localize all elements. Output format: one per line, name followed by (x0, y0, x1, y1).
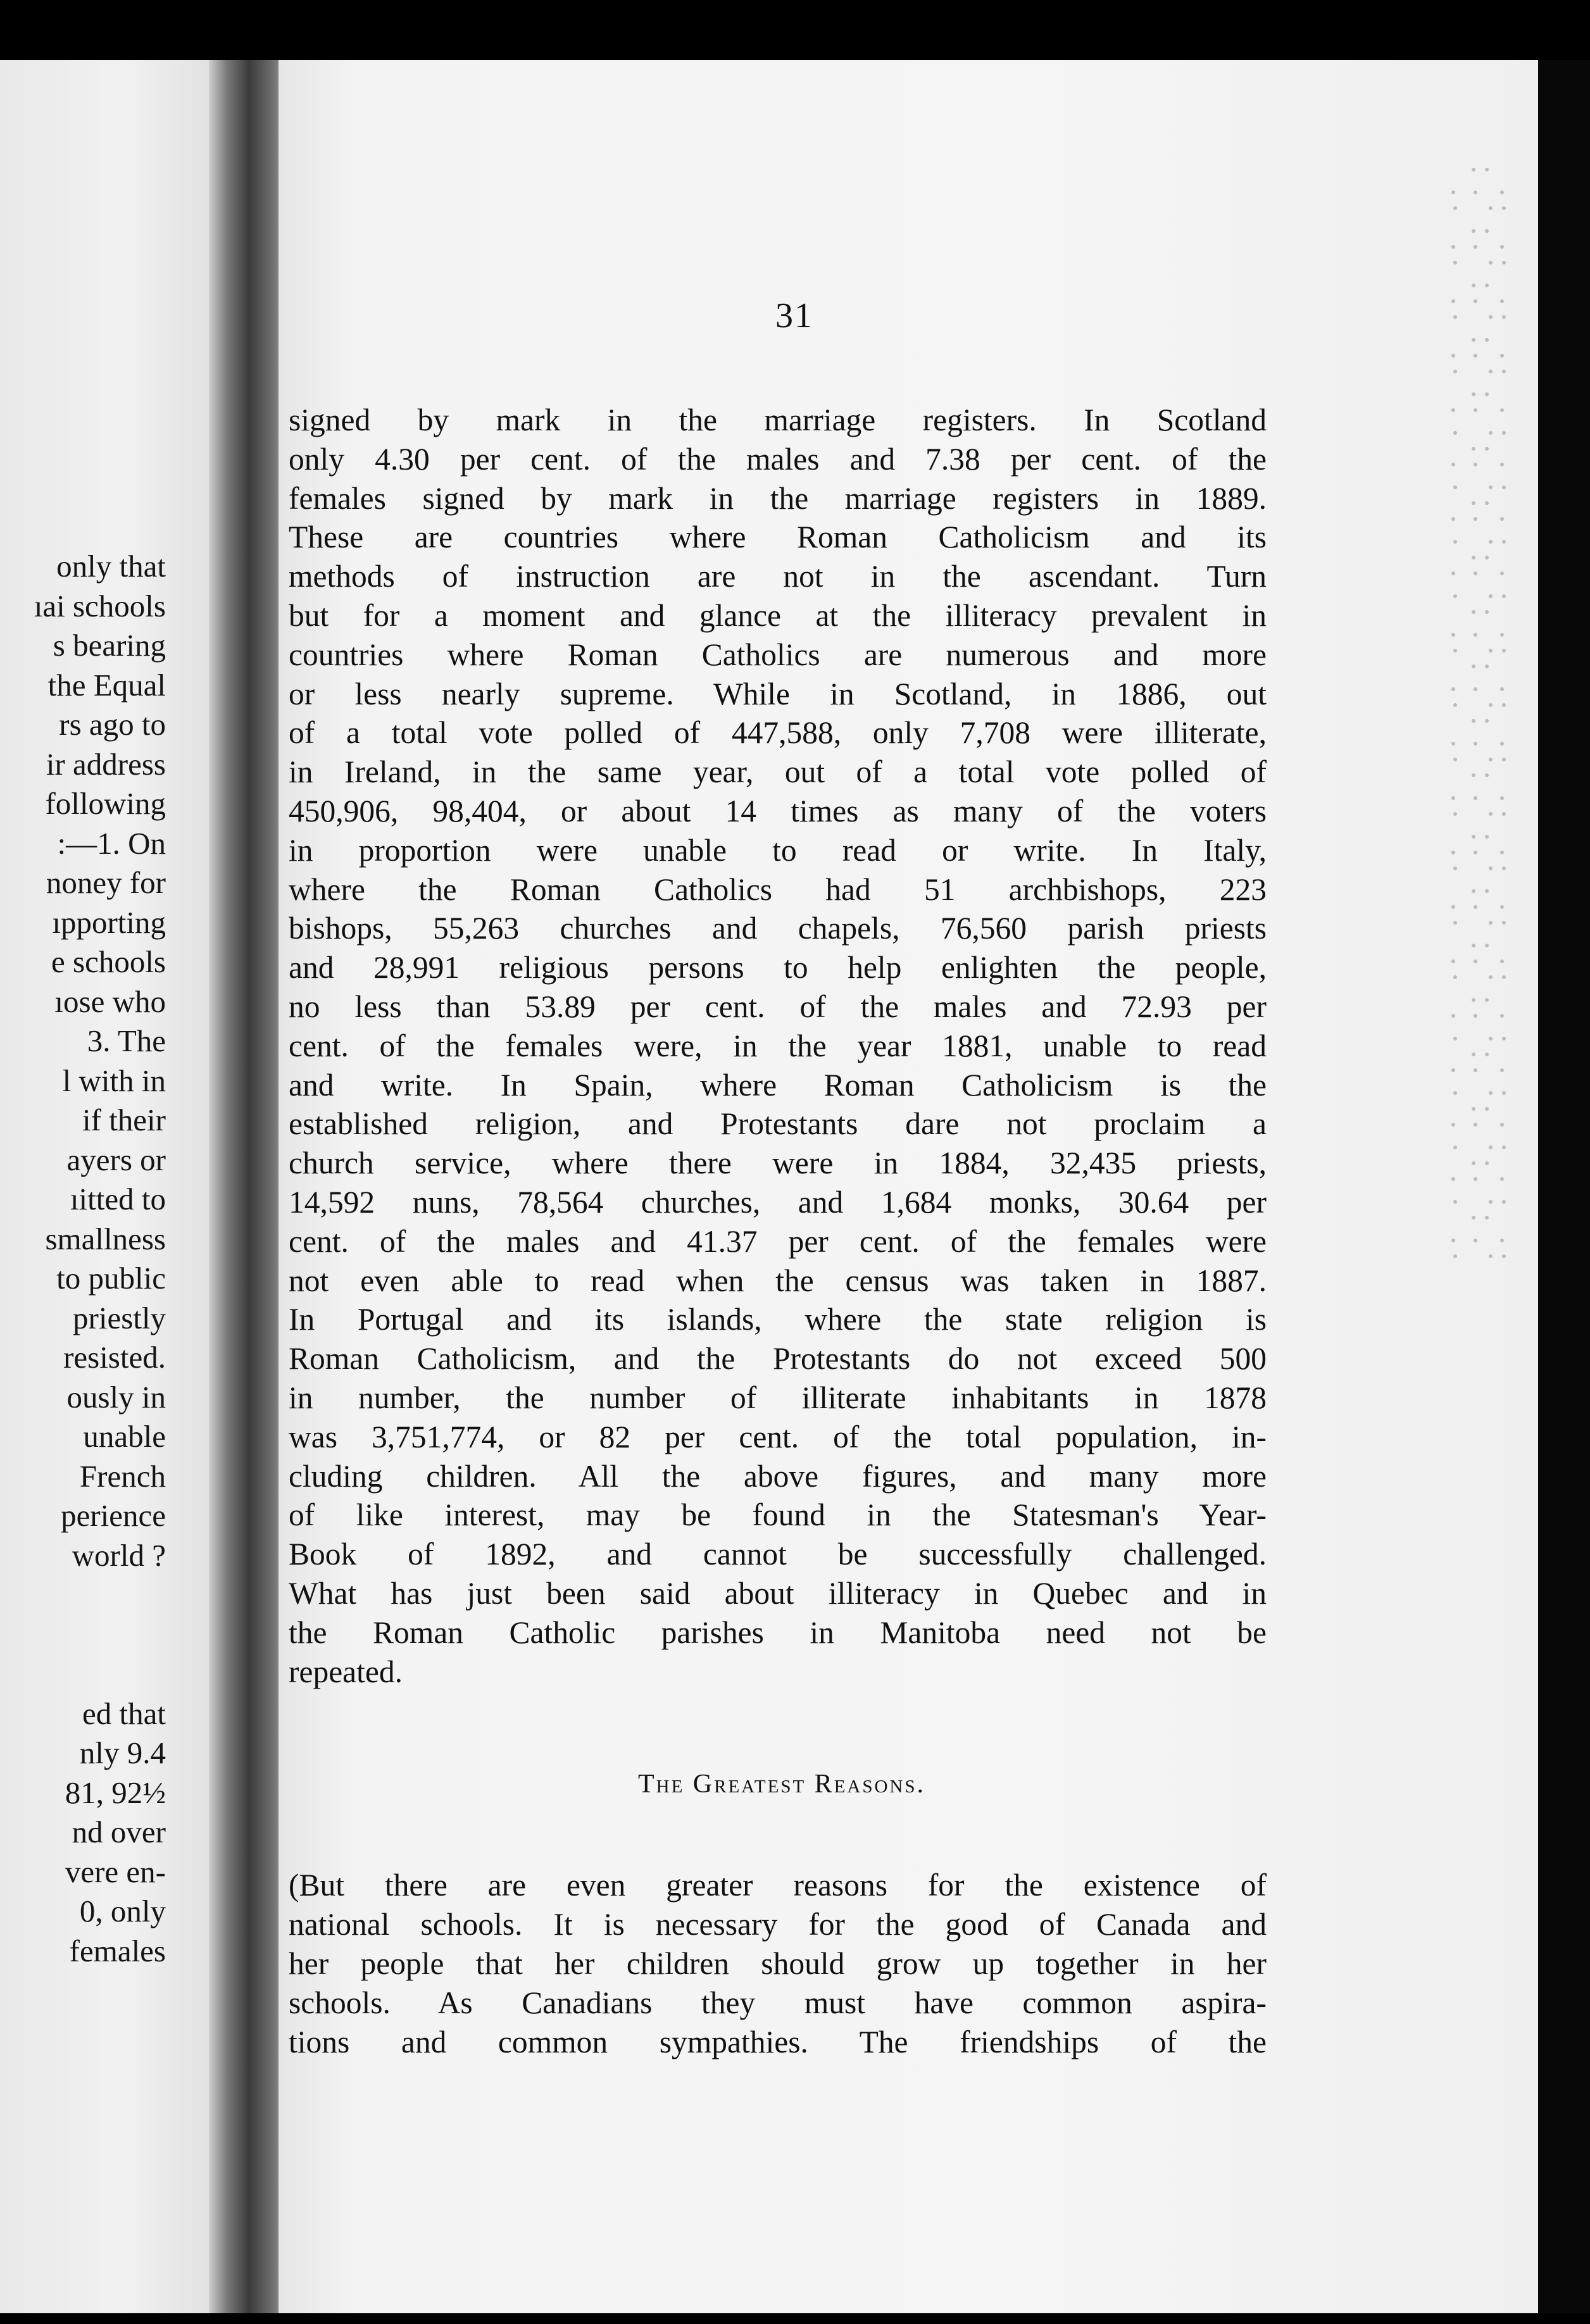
bleed-through-speck (1451, 1177, 1455, 1181)
bleed-through-speck (1500, 851, 1504, 854)
bleed-through-speck (1489, 540, 1493, 544)
left-page-line: only that (56, 549, 166, 584)
bleed-through-speck (1472, 773, 1475, 777)
bleed-through-speck (1500, 742, 1504, 746)
text-line: and 28,991 religious persons to help enlighten the people, (289, 950, 1267, 985)
bleed-through-speck (1472, 1161, 1475, 1165)
left-page-line: ıai schools (34, 588, 166, 623)
text-line: of a total vote polled of 447,588, only 7,708 were illiterate, (289, 715, 1267, 751)
bleed-through-speck (1502, 261, 1506, 265)
bleed-through-speck (1485, 773, 1489, 777)
bleed-through-speck (1453, 370, 1457, 373)
bleed-through-speck (1472, 501, 1475, 505)
left-page-line: priestly (73, 1300, 166, 1335)
bleed-through-speck (1489, 485, 1493, 489)
bleed-through-speck (1451, 1123, 1455, 1127)
bleed-through-speck (1451, 633, 1455, 637)
bleed-through-speck (1485, 944, 1489, 947)
left-page-line: rs ago to (59, 707, 166, 742)
text-line: cent. of the females were, in the year 1881, unable to read (289, 1028, 1267, 1063)
bleed-through-speck (1474, 796, 1477, 800)
bleed-through-speck (1500, 1239, 1504, 1242)
bleed-through-speck (1502, 975, 1506, 979)
bleed-through-speck (1474, 354, 1477, 358)
bleed-through-speck (1502, 649, 1506, 653)
bleed-through-speck (1451, 796, 1455, 800)
bleed-through-speck (1489, 703, 1493, 707)
left-page-line: nly 9.4 (79, 1735, 166, 1770)
bleed-through-speck (1485, 719, 1489, 723)
bleed-through-speck (1502, 921, 1506, 925)
left-page-line: nd over (72, 1815, 166, 1849)
text-line: in proportion were unable to read or write. In Italy, (289, 832, 1267, 868)
bleed-through-speck (1500, 245, 1504, 249)
text-line: In Portugal and its islands, where the state religion is (289, 1302, 1267, 1337)
bleed-through-speck (1489, 1037, 1493, 1040)
bleed-through-speck (1451, 245, 1455, 249)
bleed-through-speck (1472, 447, 1475, 451)
body-paragraph (289, 401, 1267, 1691)
bleed-through-speck (1453, 594, 1457, 598)
bleed-through-speck (1485, 447, 1489, 451)
left-page-line: e schools (51, 944, 166, 979)
bleed-through-speck (1502, 315, 1506, 319)
bleed-through-speck (1472, 998, 1475, 1002)
text-line: signed by mark in the marriage registers. In Scotland (289, 403, 1267, 437)
left-page-line: if their (82, 1103, 166, 1137)
bleed-through-speck (1472, 665, 1475, 668)
main-page (279, 60, 1538, 2313)
bleed-through-speck (1474, 905, 1477, 909)
text-line: bishops, 55,263 churches and chapels, 76,560 parish priests (289, 911, 1267, 946)
bleed-through-speck (1489, 649, 1493, 653)
bleed-through-speck (1472, 338, 1475, 342)
left-page-line: 81, 92½ (65, 1775, 166, 1810)
bleed-through-speck (1500, 517, 1504, 521)
text-line: (But there are even greater reasons for the existence of (289, 1868, 1267, 1902)
bleed-through-speck (1451, 354, 1455, 358)
bleed-through-speck (1474, 408, 1477, 412)
text-line: or less nearly supreme. While in Scotland, in 1886, out (289, 676, 1267, 711)
bleed-through-speck (1453, 758, 1457, 761)
bleed-through-speck (1485, 665, 1489, 668)
left-page-line: perience (61, 1498, 166, 1533)
bleed-through-speck (1502, 594, 1506, 598)
bleed-through-speck (1453, 431, 1457, 435)
text-line: 14,592 nuns, 78,564 churches, and 1,684 monks, 30.64 per (289, 1184, 1267, 1220)
bleed-through-speck (1472, 835, 1475, 839)
bleed-through-speck (1489, 431, 1493, 435)
left-page-line: 0, only (79, 1894, 166, 1928)
text-line: methods of instruction are not in the ascendant. Turn (289, 559, 1267, 594)
text-line: These are countries where Roman Catholicism and its (289, 520, 1267, 555)
bleed-through-speck (1485, 168, 1489, 172)
bleed-through-speck (1500, 408, 1504, 412)
bleed-through-speck (1451, 905, 1455, 909)
left-page-line: resisted. (63, 1340, 166, 1375)
bleed-through-speck (1489, 758, 1493, 761)
bleed-through-speck (1502, 758, 1506, 761)
bleed-through-speck (1485, 501, 1489, 505)
left-page-line: l with in (62, 1063, 166, 1098)
bleed-through-speck (1502, 812, 1506, 816)
bleed-through-speck (1474, 299, 1477, 303)
bleed-through-speck (1489, 1146, 1493, 1149)
text-line: where the Roman Catholics had 51 archbishops, 223 (289, 872, 1267, 907)
bleed-through-speck (1472, 392, 1475, 396)
text-line: females signed by mark in the marriage registers in 1889. (289, 480, 1267, 516)
bleed-through-speck (1451, 851, 1455, 854)
bleed-through-speck (1451, 572, 1455, 575)
bleed-through-speck (1451, 191, 1455, 194)
bleed-through-speck (1474, 191, 1477, 194)
text-line: was 3,751,774, or 82 per cent. of the total population, in- (289, 1419, 1267, 1454)
bleed-through-speck (1485, 610, 1489, 614)
left-page-line: French (79, 1458, 166, 1494)
text-line: tions and common sympathies. The friendships of the (289, 2025, 1267, 2059)
bleed-through-speck (1451, 517, 1455, 521)
bleed-through-speck (1485, 998, 1489, 1002)
bleed-through-speck (1500, 905, 1504, 909)
bleed-through-speck (1500, 463, 1504, 466)
bleed-through-speck (1500, 1068, 1504, 1072)
left-page-line: ously in (66, 1379, 166, 1415)
bleed-through-speck (1474, 633, 1477, 637)
bleed-through-speck (1485, 284, 1489, 287)
bleed-through-speck (1485, 1053, 1489, 1056)
text-line: but for a moment and glance at the illiteracy prevalent in (289, 597, 1267, 633)
bleed-through-speck (1453, 1200, 1457, 1204)
bleed-through-speck (1453, 1037, 1457, 1040)
bleed-through-speck (1474, 1239, 1477, 1242)
bleed-through-speck (1474, 959, 1477, 963)
bleed-through-speck (1485, 392, 1489, 396)
text-line: national schools. It is necessary for the good of Canada and (289, 1907, 1267, 1942)
left-page-line: females (69, 1933, 166, 1968)
left-page-line: world ? (72, 1537, 166, 1573)
left-facing-page (0, 60, 209, 2313)
bleed-through-speck (1474, 687, 1477, 691)
bleed-through-speck (1474, 572, 1477, 575)
bleed-through-speck (1472, 284, 1475, 287)
bleed-through-speck (1472, 556, 1475, 559)
bleed-through-speck (1502, 1254, 1506, 1258)
bleed-through-speck (1472, 944, 1475, 947)
text-line: schools. As Canadians they must have common aspira- (289, 1985, 1267, 2020)
text-line: Roman Catholicism, and the Protestants do not exceed 500 (289, 1341, 1267, 1377)
bleed-through-speck (1474, 1123, 1477, 1127)
bleed-through-speck (1489, 812, 1493, 816)
bleed-through-speck (1489, 370, 1493, 373)
bleed-through-speck (1472, 1053, 1475, 1056)
bleed-through-speck (1474, 517, 1477, 521)
bleed-through-speck (1453, 1091, 1457, 1095)
bleed-through-speck (1451, 1068, 1455, 1072)
bleed-through-speck (1474, 851, 1477, 854)
bleed-through-speck (1453, 540, 1457, 544)
left-page-line: 3. The (87, 1023, 166, 1058)
text-line: What has just been said about illiteracy in Quebec and in (289, 1575, 1267, 1611)
bleed-through-speck (1489, 866, 1493, 870)
text-line: established religion, and Protestants dare not proclaim a (289, 1106, 1267, 1142)
text-line: Book of 1892, and cannot be successfully challenged. (289, 1537, 1267, 1572)
page-number: 31 (775, 296, 813, 335)
bleed-through-speck (1489, 594, 1493, 598)
text-line: repeated. (289, 1654, 403, 1689)
bleed-through-speck (1502, 485, 1506, 489)
bleed-through-speck (1502, 1146, 1506, 1149)
bleed-through-speck (1500, 354, 1504, 358)
bleed-through-speck (1500, 633, 1504, 637)
bleed-through-speck (1472, 168, 1475, 172)
bleed-through-speck (1453, 1254, 1457, 1258)
bleed-through-speck (1489, 975, 1493, 979)
left-page-line: ıose who (54, 984, 166, 1019)
bleed-through-speck (1453, 1146, 1457, 1149)
bleed-through-speck (1502, 866, 1506, 870)
left-page-line: ayers or (66, 1142, 166, 1177)
bleed-through-speck (1489, 1091, 1493, 1095)
bleed-through-speck (1453, 206, 1457, 210)
text-line: cent. of the males and 41.37 per cent. of the females were (289, 1223, 1267, 1259)
bleed-through-speck (1453, 485, 1457, 489)
bleed-through-speck (1453, 315, 1457, 319)
left-page-line: ıitted to (70, 1182, 166, 1216)
bleed-through-speck (1489, 261, 1493, 265)
bleed-through-speck (1485, 889, 1489, 893)
text-line: countries where Roman Catholics are numerous and more (289, 637, 1267, 672)
left-page-line: following (45, 786, 166, 821)
left-page-line: vere en- (65, 1854, 166, 1889)
bleed-through-speck (1474, 463, 1477, 466)
bleed-through-speck (1472, 1216, 1475, 1220)
bleed-through-speck (1502, 431, 1506, 435)
text-line: in number, the number of illiterate inhabitants in 1878 (289, 1380, 1267, 1415)
bleed-through-speck (1451, 1014, 1455, 1018)
left-page-line: to public (56, 1261, 166, 1296)
bleed-through-speck (1453, 866, 1457, 870)
left-page-line: :—1. On (57, 825, 166, 861)
bleed-through-speck (1474, 742, 1477, 746)
bleed-through-speck (1500, 1123, 1504, 1127)
left-page-line: the Equal (47, 667, 166, 703)
bleed-through-speck (1472, 719, 1475, 723)
left-page-line: noney for (46, 865, 166, 900)
text-line: church service, where there were in 1884, 32,435 priests, (289, 1146, 1267, 1181)
bleed-through-speck (1500, 687, 1504, 691)
bleed-through-speck (1489, 1254, 1493, 1258)
left-page-line: ir address (46, 746, 166, 782)
bleed-through-speck (1485, 338, 1489, 342)
bleed-through-speck (1451, 687, 1455, 691)
bleed-through-speck (1500, 572, 1504, 575)
bleed-through-speck (1502, 1037, 1506, 1040)
text-line: only 4.30 per cent. of the males and 7.38 per cent. of the (289, 441, 1267, 477)
bleed-through-speck (1474, 1177, 1477, 1181)
bleed-through-speck (1502, 370, 1506, 373)
bleed-through-speck (1451, 742, 1455, 746)
bleed-through-speck (1489, 921, 1493, 925)
bleed-through-speck (1500, 1177, 1504, 1181)
bleed-through-speck (1472, 889, 1475, 893)
text-line: and write. In Spain, where Roman Catholicism is the (289, 1067, 1267, 1103)
bleed-through-speck (1485, 556, 1489, 559)
text-line: her people that her children should grow up together in her (289, 1946, 1267, 1981)
text-line: not even able to read when the census was taken in 1887. (289, 1263, 1267, 1298)
bleed-through-speck (1451, 1239, 1455, 1242)
bleed-through-speck (1453, 812, 1457, 816)
bleed-through-speck (1474, 1014, 1477, 1018)
bleed-through-speck (1485, 229, 1489, 233)
bleed-through-speck (1453, 261, 1457, 265)
text-line: the Roman Catholic parishes in Manitoba need not be (289, 1615, 1267, 1650)
bleed-through-speck (1451, 299, 1455, 303)
bleed-through-speck (1485, 1161, 1489, 1165)
bleed-through-speck (1489, 1200, 1493, 1204)
bleed-through-speck (1502, 206, 1506, 210)
bleed-through-speck (1474, 1068, 1477, 1072)
bleed-through-speck (1489, 206, 1493, 210)
section-heading: The Greatest Reasons. (637, 1770, 925, 1799)
left-page-line: ed that (82, 1696, 166, 1731)
bleed-through-speck (1451, 408, 1455, 412)
bleed-through-speck (1485, 1216, 1489, 1220)
bleed-through-speck (1472, 229, 1475, 233)
bleed-through-speck (1500, 191, 1504, 194)
scan-border (1538, 60, 1590, 2313)
bleed-through-speck (1502, 1091, 1506, 1095)
text-line: in Ireland, in the same year, out of a total vote polled of (289, 754, 1267, 790)
bleed-through-speck (1453, 703, 1457, 707)
bleed-through-speck (1485, 1107, 1489, 1111)
bleed-through-speck (1500, 959, 1504, 963)
bleed-through-speck (1453, 975, 1457, 979)
bleed-through-speck (1500, 1014, 1504, 1018)
bleed-through-speck (1502, 540, 1506, 544)
bleed-through-speck (1451, 959, 1455, 963)
text-line: no less than 53.89 per cent. of the males and 72.93 per (289, 989, 1267, 1024)
bleed-through-speck (1489, 315, 1493, 319)
left-page-line: ıpporting (52, 904, 166, 940)
text-line: of like interest, may be found in the Statesman's Year- (289, 1497, 1267, 1533)
closing-paragraph (289, 1866, 1267, 2062)
bleed-through-speck (1502, 1200, 1506, 1204)
bleed-through-speck (1485, 835, 1489, 839)
bleed-through-speck (1500, 299, 1504, 303)
bleed-through-speck (1453, 649, 1457, 653)
bleed-through-speck (1453, 921, 1457, 925)
left-page-line: unable (83, 1419, 166, 1454)
bleed-through-speck (1472, 610, 1475, 614)
left-page-line: s bearing (53, 628, 166, 663)
bleed-through-speck (1472, 1107, 1475, 1111)
bleed-through-speck (1500, 796, 1504, 800)
text-line: cluding children. All the above figures, and many more (289, 1458, 1267, 1494)
bleed-through-speck (1502, 703, 1506, 707)
bleed-through-speck (1451, 463, 1455, 466)
left-page-line: smallness (45, 1221, 166, 1256)
text-line: 450,906, 98,404, or about 14 times as many of the voters (289, 793, 1267, 828)
bleed-through-speck (1474, 245, 1477, 249)
